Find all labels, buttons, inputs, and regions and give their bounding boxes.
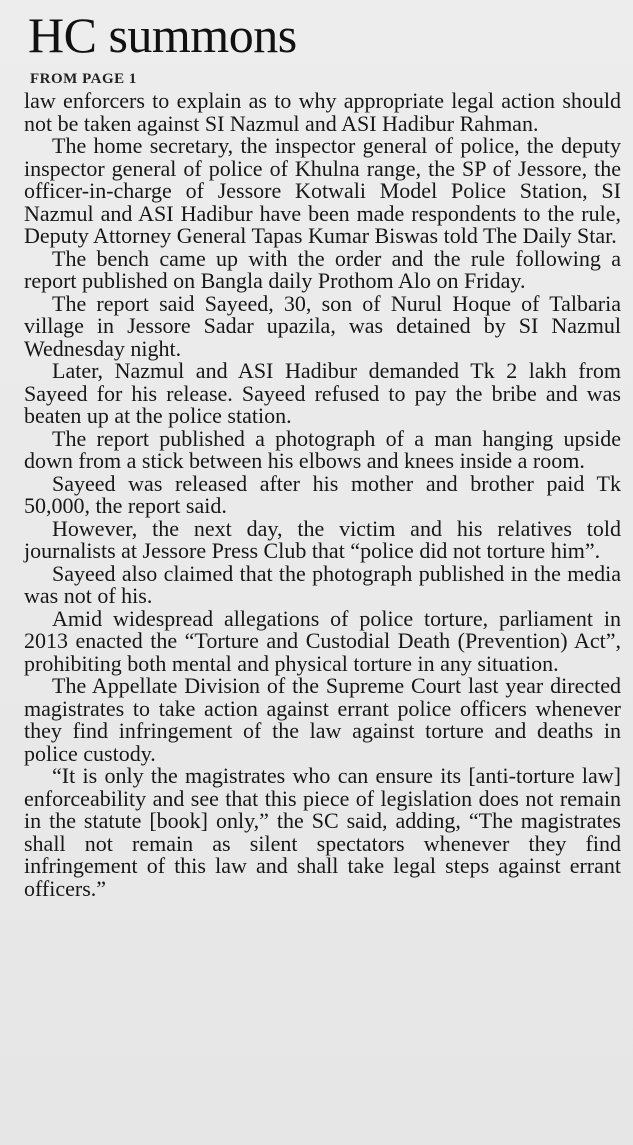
paragraph: The home secretary, the inspector general of police, the deputy inspector general of police of Khulna range, the SP of Jessore, the officer-in-charge of Jessore Kotwali Model Police Station, SI Nazmul and ASI Hadibur have been made respondents to the rule, Deputy Attorney General Tapas Kumar Biswas told The Daily Star.	[24, 133, 621, 248]
paragraph: law enforcers to explain as to why appropriate legal action should not be taken against SI Nazmul and ASI Hadibur Rahman.	[24, 88, 621, 136]
paragraph: Sayeed was released after his mother and brother paid Tk 50,000, the report said.	[24, 470, 621, 518]
headline: HC summons	[28, 7, 297, 63]
paragraph: The bench came up with the order and the rule following a report published on Bangla daily Prothom Alo on Friday.	[24, 245, 621, 293]
paragraph: Sayeed also claimed that the photograph published in the media was not of his.	[24, 560, 621, 608]
paragraph: However, the next day, the victim and his relatives told journalists at Jessore Press Club that “police did not torture him”.	[24, 515, 621, 563]
paragraph: The Appellate Division of the Supreme Court last year directed magistrates to take action against errant police officers whenever they find infringement of the law against torture and deaths in police custody.	[24, 673, 621, 766]
paragraph: “It is only the magistrates who can ensure its [anti-torture law] enforceability and see that this piece of legislation does not remain in the statute [book] only,” the SC said, adding, “The magistrates shall not remain as silent spectators whenever they find infringement of this law and shall take legal steps against errant officers.”	[24, 763, 621, 901]
paragraph: Later, Nazmul and ASI Hadibur demanded Tk 2 lakh from Sayeed for his release. Sayeed refused to pay the bribe and was beaten up at the police station.	[24, 358, 621, 428]
paragraph: The report said Sayeed, 30, son of Nurul Hoque of Talbaria village in Jessore Sadar upazila, was detained by SI Nazmul Wednesday night.	[24, 290, 621, 361]
jump-line: FROM PAGE 1	[30, 71, 137, 87]
paragraph: Amid widespread allegations of police torture, parliament in 2013 enacted the “Torture and Custodial Death (Prevention) Act”, prohibiting both mental and physical torture in any situation.	[24, 605, 621, 676]
paragraph: The report published a photograph of a man hanging upside down from a stick between his elbows and knees inside a room.	[24, 425, 621, 473]
article-body	[24, 90, 621, 900]
